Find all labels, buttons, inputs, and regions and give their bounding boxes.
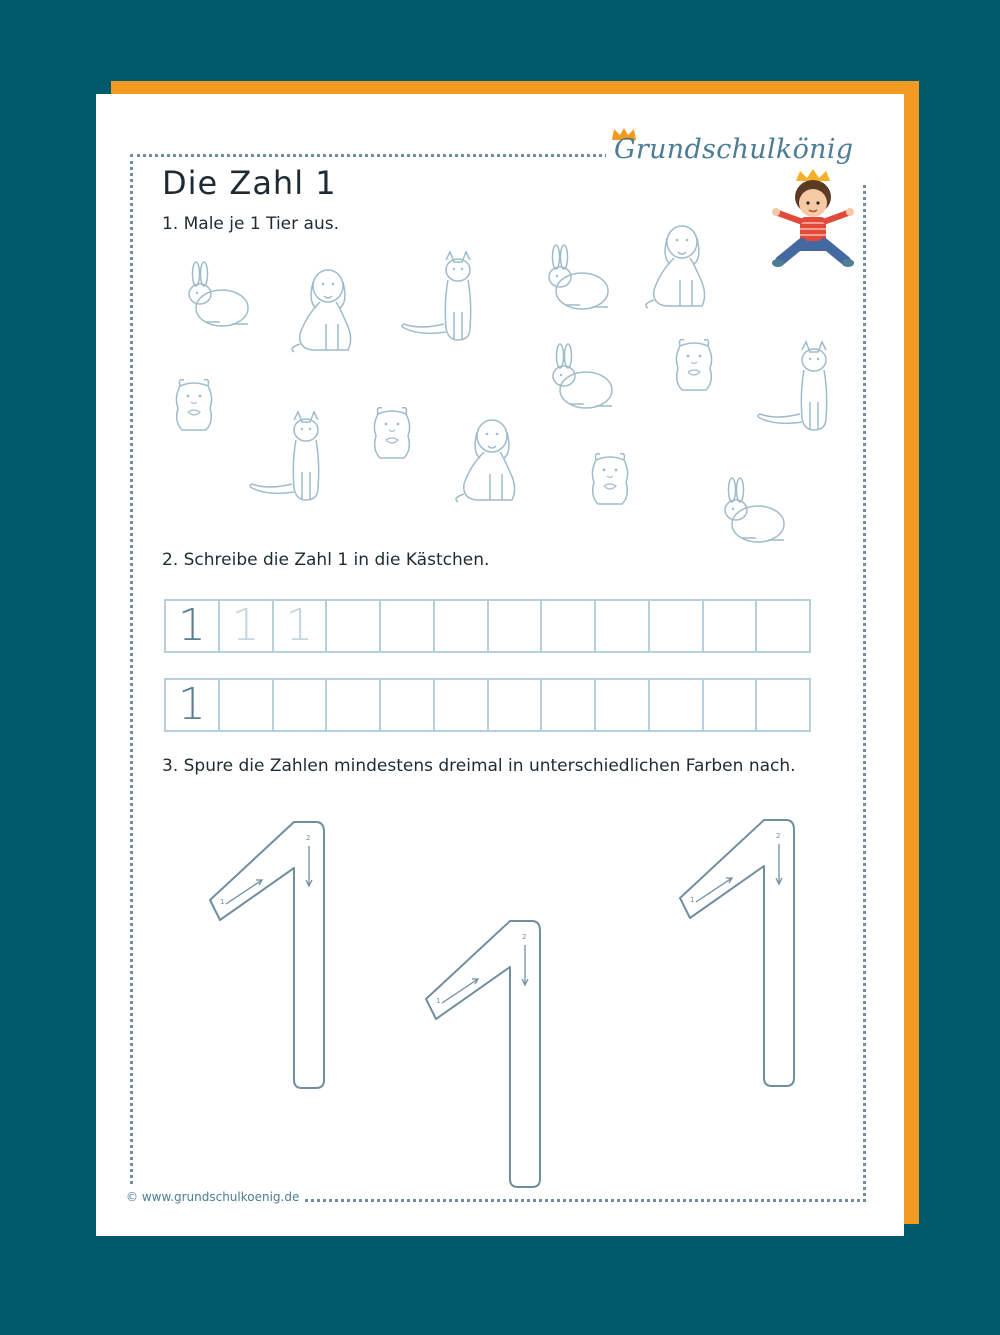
task-2-instruction: 2. Schreibe die Zahl 1 in die Kästchen. (162, 550, 490, 570)
grid-cell[interactable]: 1 (274, 601, 328, 651)
worksheet-page (96, 94, 904, 1236)
tracing-one-left[interactable] (210, 822, 324, 1088)
grid-cell[interactable]: 1 (220, 601, 274, 651)
grid-cell[interactable]: 1 (166, 680, 220, 730)
brand-logo: Grundschulkönig (614, 134, 854, 165)
tracing-one-right[interactable] (680, 820, 794, 1086)
grid-cell[interactable]: 1 (166, 601, 220, 651)
task-1-instruction: 1. Male je 1 Tier aus. (162, 214, 339, 234)
tracing-one-center[interactable] (426, 921, 540, 1187)
tracing-area: 1 2 (96, 94, 904, 1236)
footer-copyright: © www.grundschulkoenig.de (126, 1190, 300, 1204)
page-title: Die Zahl 1 (162, 164, 337, 202)
task-3-instruction: 3. Spure die Zahlen mindestens dreimal in unterschiedlichen Farben nach. (162, 756, 796, 776)
